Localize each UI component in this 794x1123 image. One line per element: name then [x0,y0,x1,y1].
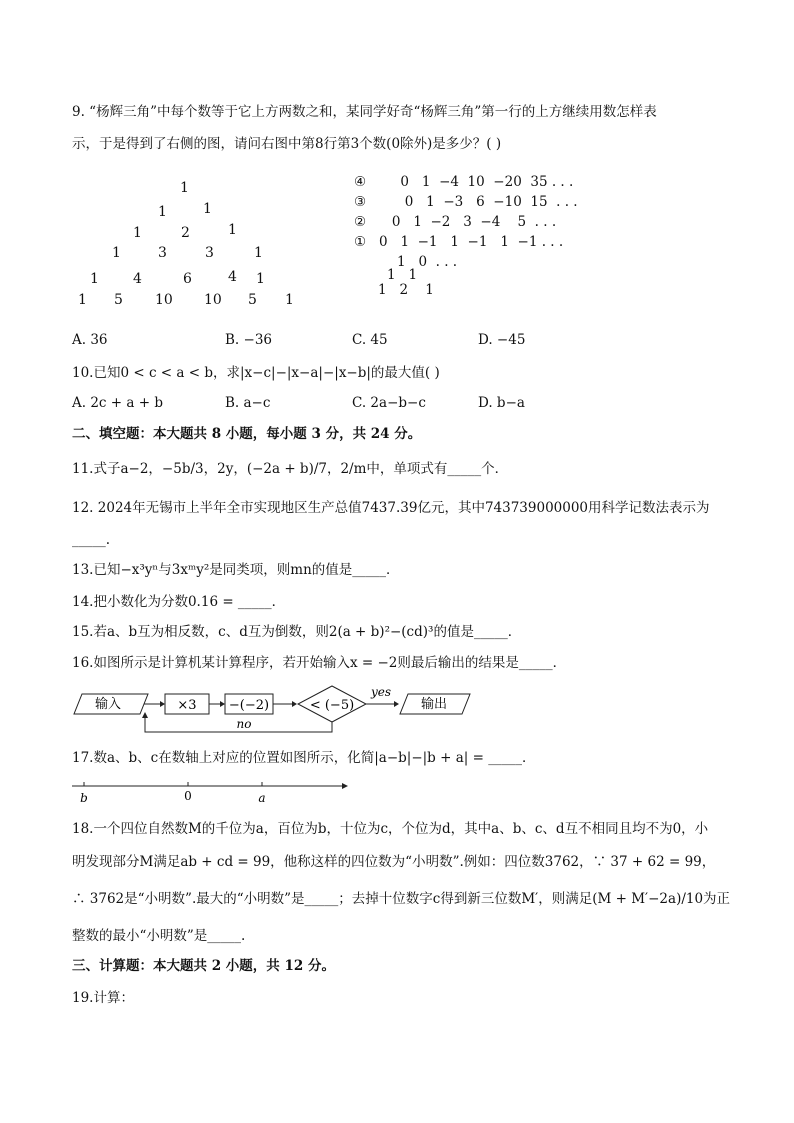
triangle-number: 1 [158,204,167,220]
q12-stem-line1: 12. 2024年无锡市上半年全市实现地区生产总值7437.39亿元，其中743739000000用科学记数法表示为 [72,500,710,516]
section-calculation-heading: 三、计算题：本大题共 2 小题，共 12 分。 [72,958,335,974]
q11-stem: 11.式子a−2，−5b/3，2y，(−2a + b)/7，2/m中，单项式有_____个． [72,461,509,477]
triangle-row-3: ③ 0 1 −3 6 −10 15 . . . [354,194,578,210]
input-label: 输入 [94,697,122,712]
triangle-number: 1 [254,245,263,261]
q10-option-a[interactable]: A. 2c + a + b [72,395,163,411]
label-zero: 0 [184,789,192,803]
number-line-svg [72,776,362,806]
triangle-row-b: 1 1 [387,267,418,283]
triangle-number: 1 [285,292,294,308]
axis-arrow [342,783,348,789]
q17-stem: 17.数a、b、c在数轴上对应的位置如图所示，化简|a−b|−|b + a| = _____． [72,750,536,766]
triangle-number: 6 [183,271,192,287]
q9-option-b[interactable]: B. −36 [225,332,272,348]
triangle-number: 1 [112,245,121,261]
triangle-number: 3 [205,245,214,261]
q9-option-c[interactable]: C. 45 [352,332,388,348]
output-label: 输出 [420,697,448,712]
q10-option-b[interactable]: B. a−c [225,395,271,411]
q9-stem-line2: 示，于是得到了右侧的图，请问右图中第8行第3个数(0除外)是多少？( ) [72,136,502,152]
triangle-row-1: ① 0 1 −1 1 −1 1 −1 . . . [354,234,564,250]
loop-arrow-head [142,712,148,718]
arrow-head [292,701,297,707]
triangle-number: 5 [114,292,123,308]
triangle-number: 1 [203,201,212,217]
triangle-row-c: 1 2 1 [378,282,434,298]
step-multiply-label: ×3 [177,698,197,713]
q16-stem: 16.如图所示是计算机某计算程序，若开始输入x = −2则最后输出的结果是_____． [72,655,567,671]
q9-stem-line1: 9. “杨辉三角”中每个数等于它上方两数之和，某同学好奇“杨辉三角”第一行的上方继续用数怎样表 [72,104,657,120]
q10-option-d[interactable]: D. b−a [478,395,525,411]
triangle-number: 1 [78,292,87,308]
q18-stem-line4: 整数的最小“小明数”是_____. [72,928,246,944]
triangle-row-4: ④ 0 1 −4 10 −20 35 . . . [354,174,574,190]
triangle-number: 3 [158,245,167,261]
triangle-number: 1 [90,271,99,287]
triangle-number: 10 [204,292,222,308]
triangle-number: 2 [181,225,190,241]
arrow-head [220,701,225,707]
triangle-number: 1 [228,222,237,238]
triangle-number: 10 [155,292,173,308]
program-flowchart [72,684,532,740]
q19-stem: 19.计算： [72,990,134,1006]
label-a: a [258,791,266,805]
section-fill-in-heading: 二、填空题：本大题共 8 小题，每小题 3 分，共 24 分。 [72,426,422,442]
triangle-number: 4 [133,271,142,287]
q14-stem: 14.把小数化为分数0.16 = _____． [72,594,286,610]
q9-option-a[interactable]: A. 36 [72,332,108,348]
triangle-row-2: ② 0 1 −2 3 −4 5 . . . [354,214,557,230]
triangle-row-a: 1 0 . . . [397,254,458,270]
triangle-number: 4 [228,269,237,285]
yes-label: yes [370,685,392,699]
q18-stem-line3: ∴ 3762是“小明数”.最大的“小明数”是_____；去掉十位数字c得到新三位数M′，则满足(M + M′−2a)/10为正 [72,891,731,907]
condition-label: < (−5) [309,698,355,713]
number-line [72,776,362,806]
no-label: no [236,717,252,731]
q10-stem: 10.已知0 < c < a < b，求|x−c|−|x−a|−|x−b|的最大值( ) [72,365,440,381]
triangle-number: 1 [180,180,189,196]
flowchart-svg [72,684,532,740]
label-b: b [80,791,88,805]
step-subtract-label: −(−2) [228,698,270,713]
q15-stem: 15.若a、b互为相反数，c、d互为倒数，则2(a + b)²−(cd)³的值是_____． [72,624,522,640]
triangle-number: 5 [248,292,257,308]
arrow-head [160,701,165,707]
q18-stem-line2: 明发现部分M满足ab + cd = 99，他称这样的四位数为“小明数”.例如：四位数3762，∵ 37 + 62 = 99， [72,854,716,870]
arrow-head [394,701,399,707]
triangle-number: 1 [133,225,142,241]
triangle-number: 1 [256,271,265,287]
q18-stem-line1: 18.一个四位自然数M的千位为a，百位为b，十位为c，个位为d，其中a、b、c、d互不相同且均不为0，小 [72,821,709,837]
q9-option-d[interactable]: D. −45 [478,332,526,348]
q10-option-c[interactable]: C. 2a−b−c [352,395,426,411]
q12-stem-line2: _____. [72,532,111,548]
q13-stem: 13.已知−x³yⁿ与3xᵐy²是同类项，则mn的值是_____． [72,562,400,578]
